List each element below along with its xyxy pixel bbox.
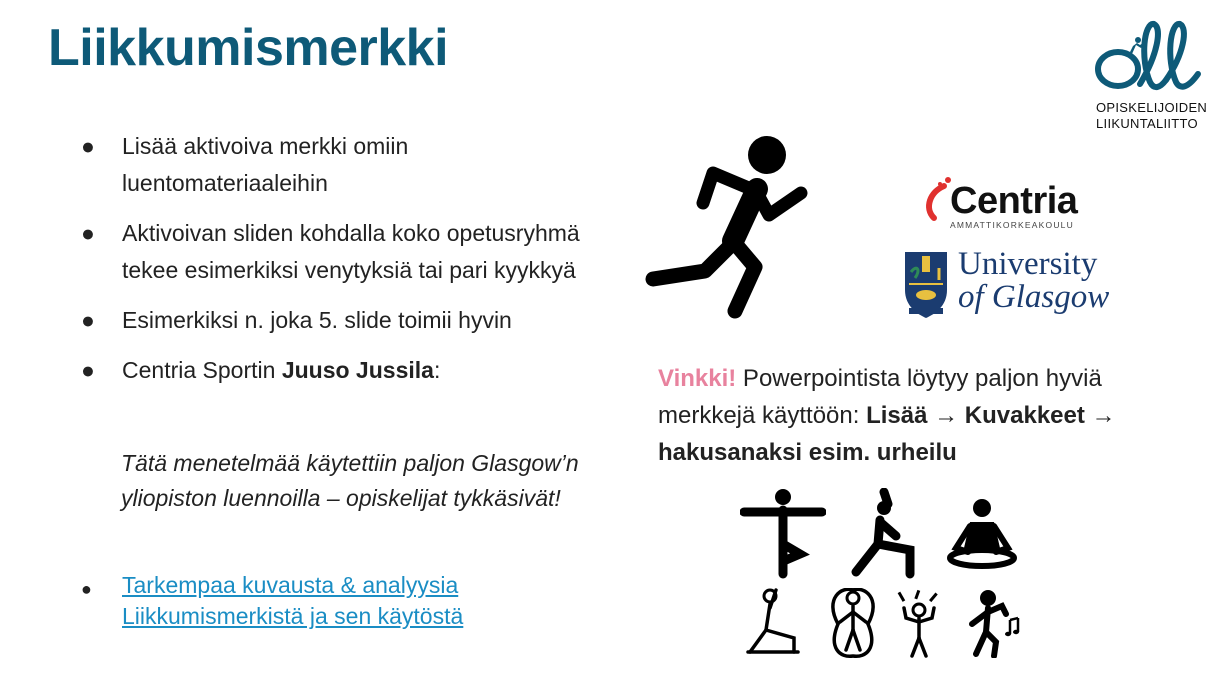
tip-body: Powerpointista löytyy paljon hyviä merkkejä käyttöön: xyxy=(658,365,1102,429)
list-item xyxy=(78,302,618,339)
dancing-icon xyxy=(962,588,1024,658)
bullet-text: Aktivoivan sliden kohdalla koko opetusryhmä tekee esimerkiksi venytyksiä tai pari kyykkyä xyxy=(122,220,580,283)
oll-logo-text: OPISKELIJOIDEN LIIKUNTALIITTO xyxy=(1096,100,1208,131)
bullet-text-before: Centria Sportin xyxy=(122,357,282,383)
bullet-text: Lisää aktivoiva merkki omiin luentomateriaaleihin xyxy=(122,133,409,196)
centria-logo-sub: AMMATTIKORKEAKOULU xyxy=(950,220,1074,230)
bullet-text-after: : xyxy=(433,357,441,383)
bullet-dot: ● xyxy=(81,579,92,599)
juggling-icon xyxy=(896,588,942,658)
bullet-dot: ● xyxy=(81,357,95,383)
bullet-list xyxy=(78,128,618,402)
meditation-icon xyxy=(946,496,1018,574)
link-list-item xyxy=(78,570,463,632)
tip-prefix: Vinkki! xyxy=(658,365,737,392)
glasgow-crest-icon xyxy=(903,250,949,320)
list-item xyxy=(78,352,618,389)
warrior-pose-icon xyxy=(848,488,918,580)
tip-bold: Lisää → Kuvakkeet → hakusanaksi esim. urheilu xyxy=(658,402,1116,466)
more-info-link[interactable]: Tarkempaa kuvausta & analyysia Liikkumismerkistä ja sen käytöstä xyxy=(122,572,464,629)
tree-pose-icon xyxy=(740,488,826,580)
page-title: Liikkumismerkki xyxy=(48,19,449,77)
centria-logo-name: Centria xyxy=(950,180,1078,222)
list-item xyxy=(78,215,618,289)
bullet-dot: ● xyxy=(81,307,95,333)
bullet-text-bold: Juuso Jussila xyxy=(281,357,434,383)
bullet-dot: ● xyxy=(81,133,95,159)
glasgow-logo-name: University of Glasgow xyxy=(958,246,1110,315)
tip-text xyxy=(658,360,1198,471)
jump-rope-icon xyxy=(822,588,884,660)
triangle-pose-icon xyxy=(744,588,802,658)
bullet-dot: ● xyxy=(81,220,95,246)
list-item xyxy=(78,128,618,202)
runner-icon xyxy=(645,133,810,323)
quote-text: Tätä menetelmää käytettiin paljon Glasgow’n yliopiston luennoilla – opiskelijat tykkäsivät! xyxy=(121,450,579,511)
bullet-text: Esimerkiksi n. joka 5. slide toimii hyvin xyxy=(122,307,512,333)
